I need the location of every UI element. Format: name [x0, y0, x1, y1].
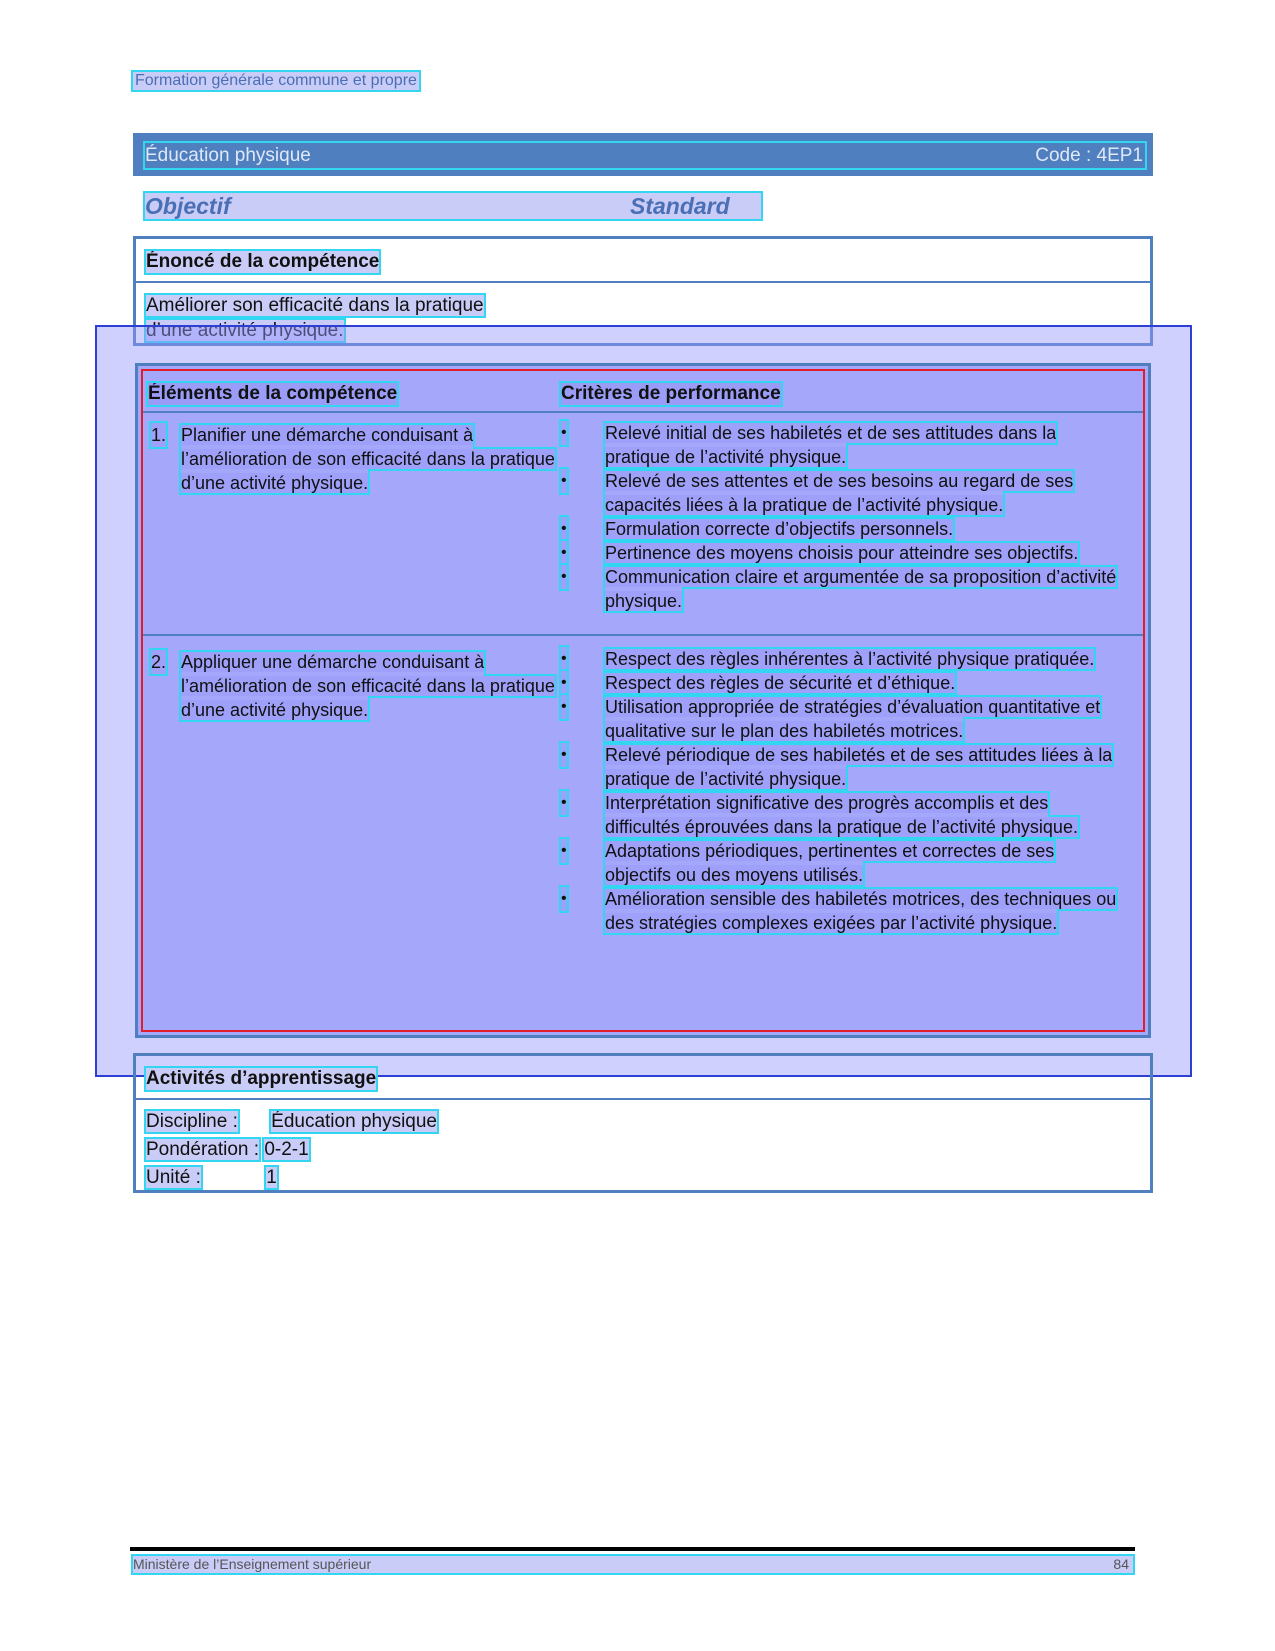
criterion-text: Formulation correcte d’objectifs personnels. [605, 519, 954, 539]
criterion-item [561, 839, 1121, 887]
bullet-icon: • [561, 541, 567, 565]
criterion-item [561, 671, 1121, 695]
bullet-icon: • [561, 671, 567, 695]
criterion-text: Adaptations périodiques, pertinentes et correctes de ses objectifs ou des moyens utilisés. [605, 841, 1055, 885]
criterion-text: Respect des règles de sécurité et d’éthique. [605, 673, 956, 693]
element-1-text: Planifier une démarche conduisant à l’amélioration de son efficacité dans la pratique d’une activité physique. [181, 425, 555, 493]
objective-row [145, 193, 761, 219]
bullet-icon: • [561, 421, 567, 445]
criterion-item [561, 517, 1121, 541]
criterion-item [561, 695, 1121, 743]
course-bar [133, 133, 1153, 176]
criterion-text: Relevé périodique de ses habiletés et de ses attitudes liées à la pratique de l’activité physique. [605, 745, 1113, 789]
statement-box-title [136, 239, 1150, 283]
bullet-icon: • [561, 743, 567, 767]
discipline-label: Discipline : [146, 1111, 238, 1132]
criterion-item [561, 469, 1121, 517]
bullet-icon: • [561, 517, 567, 541]
header-divider [143, 411, 1143, 413]
competence-table-inner [141, 369, 1145, 1032]
criterion-text: Relevé initial de ses habiletés et de ses attitudes dans la pratique de l’activité physique. [605, 423, 1057, 467]
weighting-label: Pondération : [146, 1139, 260, 1160]
criterion-text: Communication claire et argumentée de sa proposition d’activité physique. [605, 567, 1117, 611]
statement-line-1: Améliorer son efficacité dans la pratique [146, 295, 484, 316]
bullet-icon: • [561, 647, 567, 671]
weighting-value: 0-2-1 [264, 1139, 309, 1160]
criterion-item [561, 541, 1121, 565]
criterion-text: Relevé de ses attentes et de ses besoins au regard de ses capacités liées à la pratique de l’activité physique. [605, 471, 1074, 515]
standard-label: Standard [630, 193, 730, 219]
criteria-list-1 [561, 421, 1121, 613]
bullet-icon: • [561, 887, 567, 911]
col-criteria-header: Critères de performance [561, 383, 781, 404]
criterion-text: Amélioration sensible des habiletés motrices, des techniques ou des stratégies complexes exigées par l’activité physique. [605, 889, 1117, 933]
criterion-text: Respect des règles inhérentes à l’activité physique pratiquée. [605, 649, 1095, 669]
competence-table [135, 363, 1151, 1038]
unit-line [146, 1164, 277, 1192]
activities-box-title [136, 1056, 1150, 1100]
element-2-text: Appliquer une démarche conduisant à l’amélioration de son efficacité dans la pratique d’une activité physique. [181, 652, 555, 720]
criterion-text: Utilisation appropriée de stratégies d’évaluation quantitative et qualitative sur le plan des habiletés motrices. [605, 697, 1101, 741]
statement-title: Énoncé de la compétence [146, 251, 380, 272]
footer-page-number: 84 [1113, 1556, 1129, 1572]
criterion-item [561, 647, 1121, 671]
criterion-item [561, 791, 1121, 839]
discipline-value: Éducation physique [271, 1111, 437, 1132]
footer-rule [130, 1547, 1135, 1551]
discipline-line [146, 1108, 437, 1136]
bullet-icon: • [561, 565, 567, 589]
unit-value: 1 [266, 1167, 277, 1188]
activities-box [133, 1053, 1153, 1193]
bullet-icon: • [561, 469, 567, 493]
course-name: Éducation physique [145, 145, 311, 166]
criterion-item [561, 743, 1121, 791]
bullet-icon: • [561, 791, 567, 815]
criterion-item [561, 565, 1121, 613]
bullet-icon: • [561, 839, 567, 863]
unit-label: Unité : [146, 1167, 201, 1188]
col-elements-header: Éléments de la compétence [148, 383, 398, 404]
element-1-number: 1. [151, 425, 167, 445]
footer-ministry: Ministère de l’Enseignement supérieur [133, 1556, 372, 1572]
statement-line-2: d’une activité physique. [146, 320, 344, 341]
criterion-text: Pertinence des moyens choisis pour atteindre ses objectifs. [605, 543, 1079, 563]
bullet-icon: • [561, 695, 567, 719]
activities-title: Activités d’apprentissage [146, 1068, 377, 1089]
running-header: Formation générale commune et propre [135, 72, 417, 89]
weighting-line [146, 1136, 309, 1164]
row-divider [143, 634, 1143, 636]
criteria-list-2 [561, 647, 1121, 935]
course-code: Code : 4EP1 [1035, 145, 1143, 166]
element-2-number: 2. [151, 652, 167, 672]
criterion-item [561, 887, 1121, 935]
objective-label: Objectif [145, 193, 231, 219]
criterion-item [561, 421, 1121, 469]
criterion-text: Interprétation significative des progrès accomplis et des difficultés éprouvées dans la pratique de l’activité physique. [605, 793, 1078, 837]
page-footer [133, 1556, 1133, 1573]
